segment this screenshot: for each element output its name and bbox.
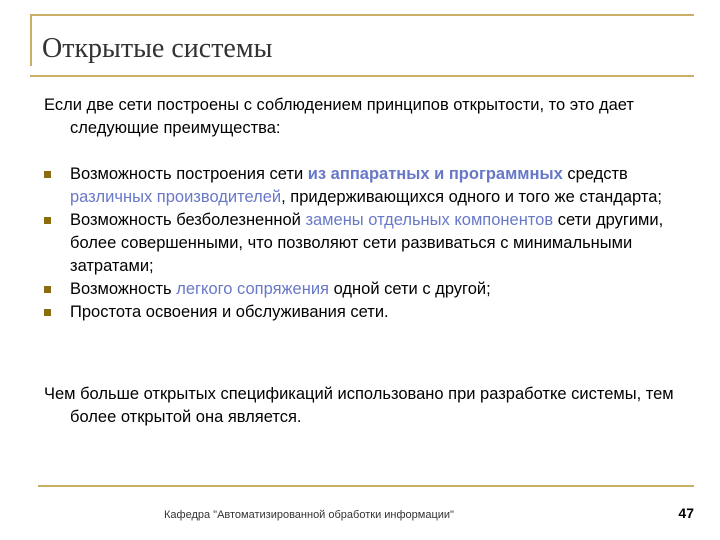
square-bullet-icon (44, 171, 51, 178)
intro-paragraph: Если две сети построены с соблюдением принципов открытости, то это дает следующие преимущества: (44, 96, 634, 137)
square-bullet-icon (44, 217, 51, 224)
list-item-text: одной сети с другой; (329, 280, 491, 298)
list-item-text: , придерживающихся одного и того же стандарта; (281, 188, 662, 206)
list-item (44, 209, 694, 278)
footer-department: Кафедра "Автоматизированной обработки информации" (164, 509, 454, 521)
conclusion-paragraph: Чем больше открытых спецификаций использовано при разработке системы, тем более открытой она является. (44, 385, 674, 426)
square-bullet-icon (44, 309, 51, 316)
list-item (44, 301, 694, 324)
list-item-text: Возможность построения сети (70, 165, 308, 183)
list-item-text: Возможность безболезненной (70, 211, 306, 229)
list-item (44, 163, 694, 209)
list-item-text: Простота освоения и обслуживания сети. (70, 303, 389, 321)
list-item (44, 278, 694, 301)
advantages-list (44, 163, 694, 324)
footer-divider (38, 485, 694, 487)
frame-top-line (30, 14, 694, 16)
list-item-text: средств (562, 165, 628, 183)
highlighted-text: из аппаратных и программных (307, 165, 563, 183)
highlighted-text: замены отдельных компонентов (305, 211, 554, 229)
slide-title: Открытые системы (42, 33, 273, 64)
title-underline (30, 75, 694, 77)
list-item-text: Возможность (70, 280, 177, 298)
square-bullet-icon (44, 286, 51, 293)
frame-vertical-line (30, 14, 32, 66)
list-item-text: сети другими, более совершенными, что позволяют сети развиваться с минимальными затратами; (70, 211, 664, 275)
page-number: 47 (678, 505, 694, 521)
highlighted-text: различных производителей (70, 188, 282, 206)
highlighted-text: легкого сопряжения (176, 280, 329, 298)
